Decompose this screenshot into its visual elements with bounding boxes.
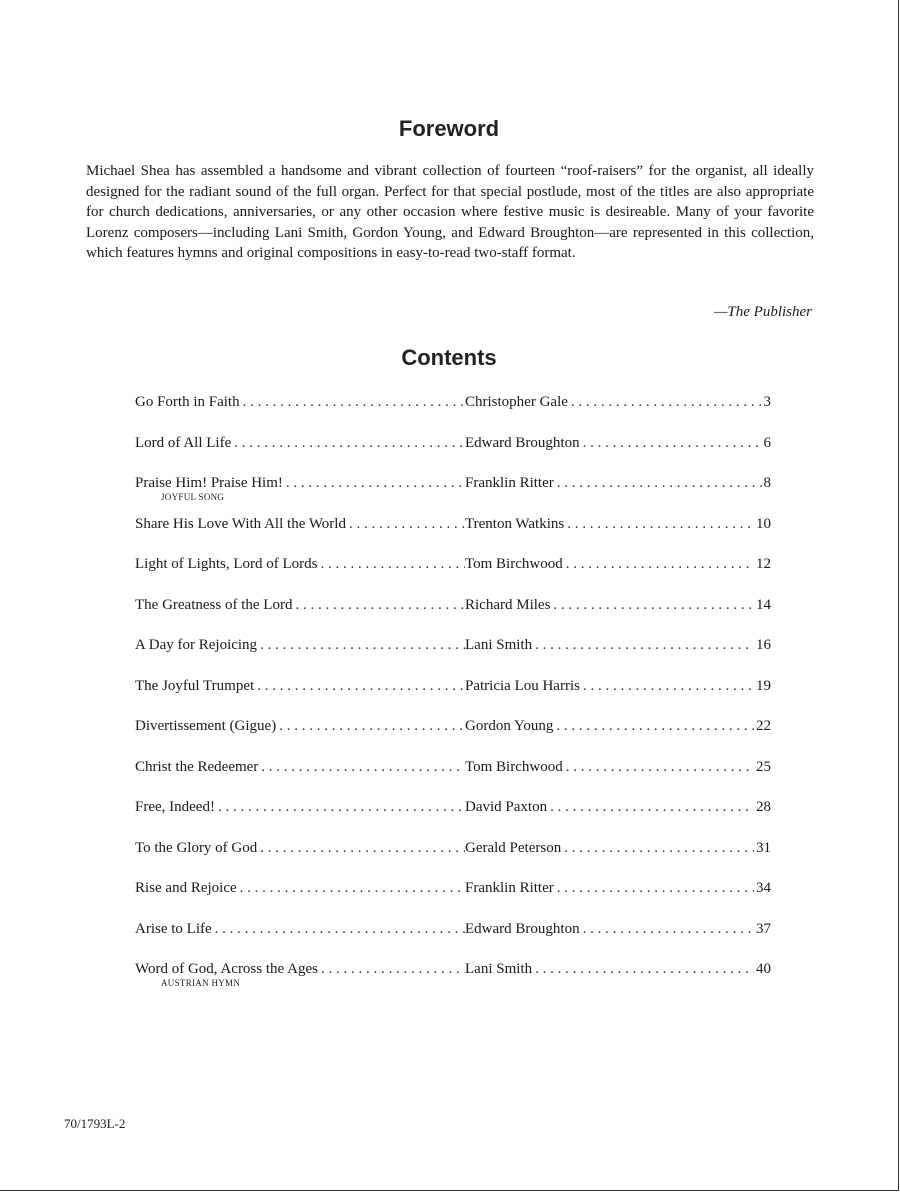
dot-leader: [561, 838, 754, 858]
toc-title: To the Glory of God: [135, 839, 258, 856]
toc-entry: [135, 554, 771, 595]
dot-leader: [564, 514, 754, 534]
dot-leader: [580, 433, 762, 453]
toc-entry: [135, 878, 771, 919]
toc-entry: [135, 919, 771, 960]
toc-entry: [135, 514, 771, 555]
dot-leader: [257, 635, 465, 655]
toc-title: Praise Him! Praise Him!: [135, 475, 283, 491]
dot-leader: [554, 473, 762, 493]
toc-title: Rise and Rejoice: [135, 880, 237, 896]
toc-composer: Edward Broughton: [465, 434, 580, 451]
dot-leader: [317, 554, 465, 574]
dot-leader: [563, 757, 754, 777]
toc-composer: Edward Broughton: [465, 920, 580, 937]
toc-title: The Greatness of the Lord: [135, 596, 293, 613]
toc-title: Go Forth in Faith: [135, 394, 240, 410]
toc-subtitle: JOYFUL SONG: [161, 492, 225, 502]
dot-leader: [563, 554, 754, 574]
dot-leader: [240, 392, 465, 412]
dot-leader: [318, 959, 465, 979]
toc-composer: Trenton Watkins: [465, 515, 565, 532]
dot-leader: [257, 838, 465, 858]
toc-entry: [135, 757, 771, 798]
dot-leader: [212, 919, 465, 939]
toc-composer: Tom Birchwood: [465, 556, 563, 572]
toc-title: Divertissement (Gigue): [135, 718, 277, 734]
toc-title: Free, Indeed!: [135, 799, 215, 815]
dot-leader: [215, 797, 465, 817]
toc-page-number: 22: [756, 718, 771, 734]
toc-page-number: 37: [756, 920, 771, 937]
dot-leader: [580, 676, 754, 696]
toc-title: A Day for Rejoicing: [135, 637, 258, 653]
toc-composer: Lani Smith: [465, 961, 533, 977]
toc-title: Arise to Life: [135, 920, 212, 937]
toc-composer: Christopher Gale: [465, 394, 568, 410]
contents-heading: Contents: [401, 345, 497, 370]
dot-leader: [254, 676, 465, 696]
toc-title: Lord of All Life: [135, 434, 232, 451]
toc-entry: [135, 716, 771, 757]
toc-page-number: 28: [756, 799, 771, 815]
foreword-paragraph: Michael Shea has assembled a handsome and vibrant collection of fourteen “roof-raisers” for the organist, all ideally designed for the radiant sound of the full organ. Perfect for that special postlude, most of the titles are also appropriate for church dedications, anniversaries, or any other occasion where festive music is desireable. Many of your favorite Lorenz composers—including Lani Smith, Gordon Young, and Edward Broughton—are represented in this collection, which features hymns and original compositions in easy-to-read two-staff format.: [86, 163, 814, 262]
dot-leader: [568, 392, 762, 412]
toc-composer: Richard Miles: [465, 596, 551, 613]
toc-page-number: 10: [756, 515, 771, 532]
page-code: 70/1793L-2: [64, 1116, 126, 1131]
toc-composer: Tom Birchwood: [465, 758, 563, 775]
dot-leader: [550, 595, 754, 615]
toc-entry: [135, 473, 771, 514]
toc-page-number: 12: [756, 556, 771, 572]
dot-leader: [532, 959, 754, 979]
toc-subtitle: AUSTRIAN HYMN: [161, 978, 241, 988]
toc-page-number: 19: [756, 677, 771, 694]
dot-leader: [258, 757, 465, 777]
dot-leader: [283, 473, 465, 493]
toc-title: Share His Love With All the World: [135, 515, 346, 532]
dot-leader: [553, 716, 754, 736]
toc-page-number: 34: [756, 880, 771, 896]
dot-leader: [580, 919, 754, 939]
dot-leader: [292, 595, 465, 615]
toc-page-number: 25: [756, 758, 771, 775]
toc-title: Word of God, Across the Ages: [135, 961, 318, 977]
toc-entry: [135, 838, 771, 879]
dot-leader: [276, 716, 465, 736]
toc-composer: Franklin Ritter: [465, 880, 554, 896]
toc-entry: [135, 392, 771, 433]
toc-composer: Franklin Ritter: [465, 475, 554, 491]
dot-leader: [346, 514, 465, 534]
foreword-heading: Foreword: [398, 116, 500, 141]
toc-entry: [135, 959, 771, 1000]
toc-composer: Gordon Young: [465, 718, 554, 734]
dot-leader: [532, 635, 754, 655]
toc-title: Christ the Redeemer: [135, 758, 259, 775]
toc-page-number: 40: [756, 961, 771, 977]
toc-title: The Joyful Trumpet: [135, 677, 255, 694]
toc-composer: David Paxton: [465, 799, 548, 815]
toc-composer: Lani Smith: [465, 637, 533, 653]
foreword-signature: —The Publisher: [714, 304, 812, 320]
toc-entry: [135, 797, 771, 838]
toc-title: Light of Lights, Lord of Lords: [135, 556, 318, 572]
toc-composer: Patricia Lou Harris: [465, 677, 580, 694]
toc-page-number: 31: [756, 839, 771, 856]
table-of-contents: [135, 392, 771, 1000]
dot-leader: [547, 797, 754, 817]
toc-page-number: 6: [763, 434, 771, 451]
toc-page-number: 8: [763, 475, 771, 491]
toc-page-number: 14: [756, 596, 771, 613]
dot-leader: [231, 433, 465, 453]
dot-leader: [237, 878, 465, 898]
toc-entry: [135, 595, 771, 636]
toc-page-number: 16: [756, 637, 771, 653]
toc-entry: [135, 433, 771, 474]
toc-entry: [135, 635, 771, 676]
toc-entry: [135, 676, 771, 717]
toc-page-number: 3: [763, 394, 771, 410]
toc-composer: Gerald Peterson: [465, 839, 562, 856]
dot-leader: [554, 878, 754, 898]
